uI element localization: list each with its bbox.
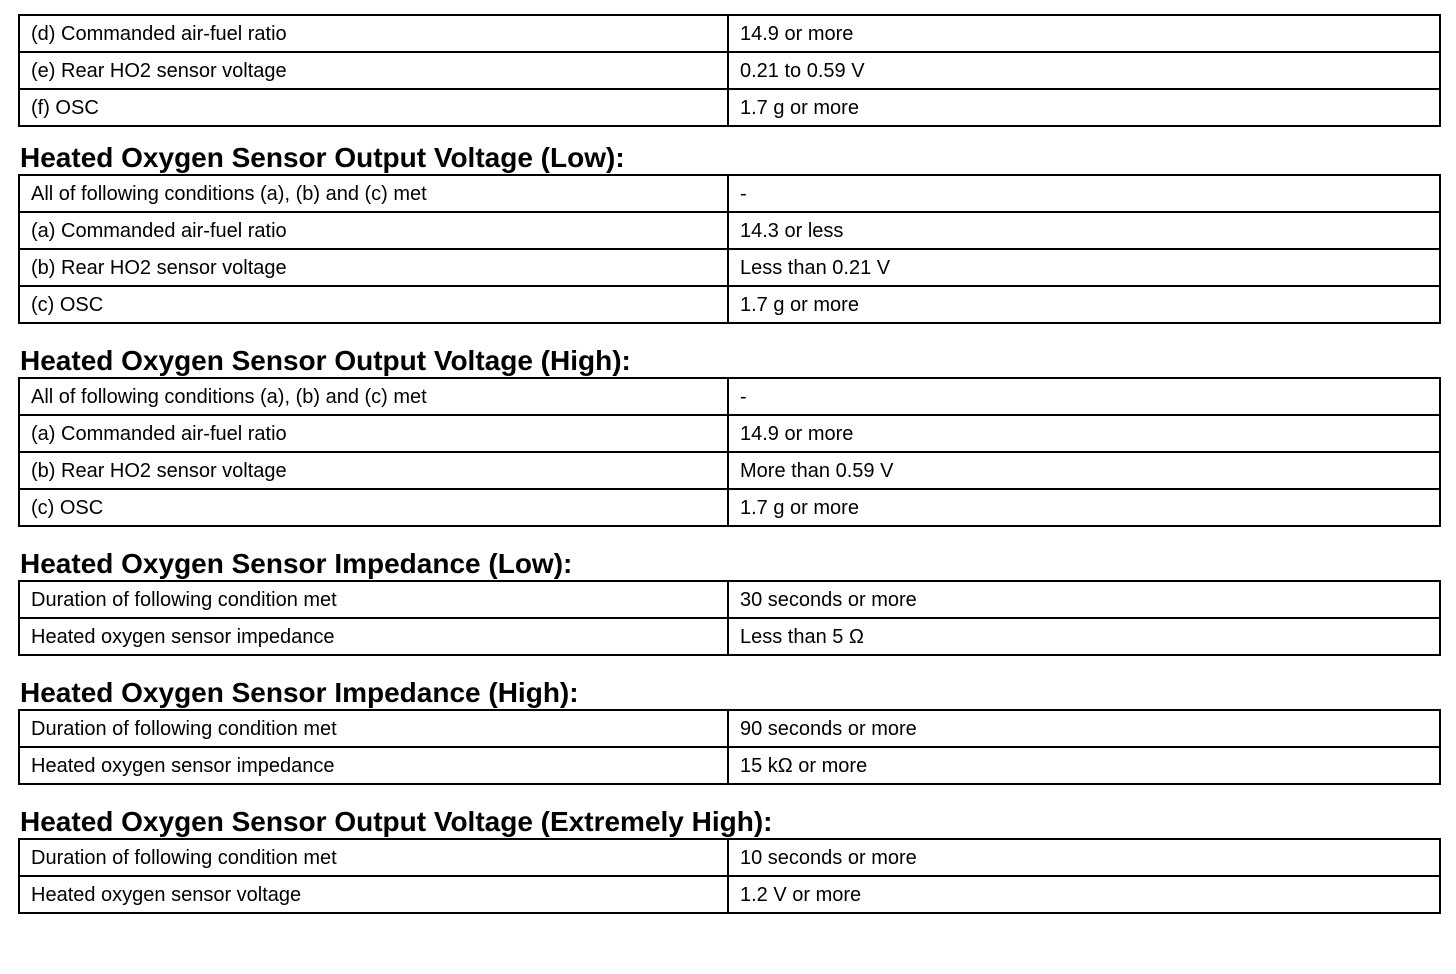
section-title-impedance-high: Heated Oxygen Sensor Impedance (High):	[20, 677, 579, 708]
condition-value: 14.9 or more	[728, 415, 1440, 452]
condition-label: Duration of following condition met	[19, 581, 728, 618]
table-row	[19, 581, 1440, 618]
output-voltage-high-table	[18, 377, 1441, 527]
condition-value: 1.7 g or more	[728, 286, 1440, 323]
output-voltage-low-table	[18, 174, 1441, 324]
condition-value: 90 seconds or more	[728, 710, 1440, 747]
impedance-high-table	[18, 709, 1441, 785]
section-title-output-voltage-extremely-high: Heated Oxygen Sensor Output Voltage (Extremely High):	[20, 806, 773, 837]
condition-value: 14.9 or more	[728, 15, 1440, 52]
table-row	[19, 618, 1440, 655]
section-title-output-voltage-high: Heated Oxygen Sensor Output Voltage (High):	[20, 345, 631, 376]
table-row	[19, 212, 1440, 249]
condition-label: Heated oxygen sensor impedance	[19, 618, 728, 655]
table-row	[19, 415, 1440, 452]
condition-value: 15 kΩ or more	[728, 747, 1440, 784]
condition-label: (c) OSC	[19, 286, 728, 323]
condition-label: Heated oxygen sensor impedance	[19, 747, 728, 784]
table-row	[19, 15, 1440, 52]
table-row	[19, 89, 1440, 126]
condition-value: 14.3 or less	[728, 212, 1440, 249]
condition-label: (b) Rear HO2 sensor voltage	[19, 452, 728, 489]
table-row	[19, 286, 1440, 323]
table-row	[19, 876, 1440, 913]
condition-value: -	[728, 175, 1440, 212]
condition-label: (e) Rear HO2 sensor voltage	[19, 52, 728, 89]
condition-label: Heated oxygen sensor voltage	[19, 876, 728, 913]
table-row	[19, 175, 1440, 212]
condition-label: All of following conditions (a), (b) and (c) met	[19, 378, 728, 415]
impedance-low-table	[18, 580, 1441, 656]
condition-label: Duration of following condition met	[19, 839, 728, 876]
condition-value: 1.7 g or more	[728, 489, 1440, 526]
condition-value: More than 0.59 V	[728, 452, 1440, 489]
table-row	[19, 452, 1440, 489]
table-row	[19, 52, 1440, 89]
condition-label: Duration of following condition met	[19, 710, 728, 747]
condition-value: 10 seconds or more	[728, 839, 1440, 876]
condition-label: (a) Commanded air-fuel ratio	[19, 415, 728, 452]
condition-value: -	[728, 378, 1440, 415]
condition-value: Less than 5 Ω	[728, 618, 1440, 655]
condition-label: All of following conditions (a), (b) and (c) met	[19, 175, 728, 212]
section-title-impedance-low: Heated Oxygen Sensor Impedance (Low):	[20, 548, 573, 579]
table-row	[19, 249, 1440, 286]
table-row	[19, 489, 1440, 526]
condition-value: Less than 0.21 V	[728, 249, 1440, 286]
document-page	[18, 14, 1437, 914]
output-voltage-extremely-high-table	[18, 838, 1441, 914]
condition-value: 30 seconds or more	[728, 581, 1440, 618]
condition-label: (d) Commanded air-fuel ratio	[19, 15, 728, 52]
table-row	[19, 710, 1440, 747]
continued-conditions-table	[18, 14, 1441, 127]
condition-value: 1.2 V or more	[728, 876, 1440, 913]
section-title-output-voltage-low: Heated Oxygen Sensor Output Voltage (Low):	[20, 142, 625, 173]
condition-label: (f) OSC	[19, 89, 728, 126]
table-row	[19, 839, 1440, 876]
condition-label: (b) Rear HO2 sensor voltage	[19, 249, 728, 286]
condition-label: (c) OSC	[19, 489, 728, 526]
table-row	[19, 378, 1440, 415]
condition-label: (a) Commanded air-fuel ratio	[19, 212, 728, 249]
condition-value: 0.21 to 0.59 V	[728, 52, 1440, 89]
condition-value: 1.7 g or more	[728, 89, 1440, 126]
table-row	[19, 747, 1440, 784]
